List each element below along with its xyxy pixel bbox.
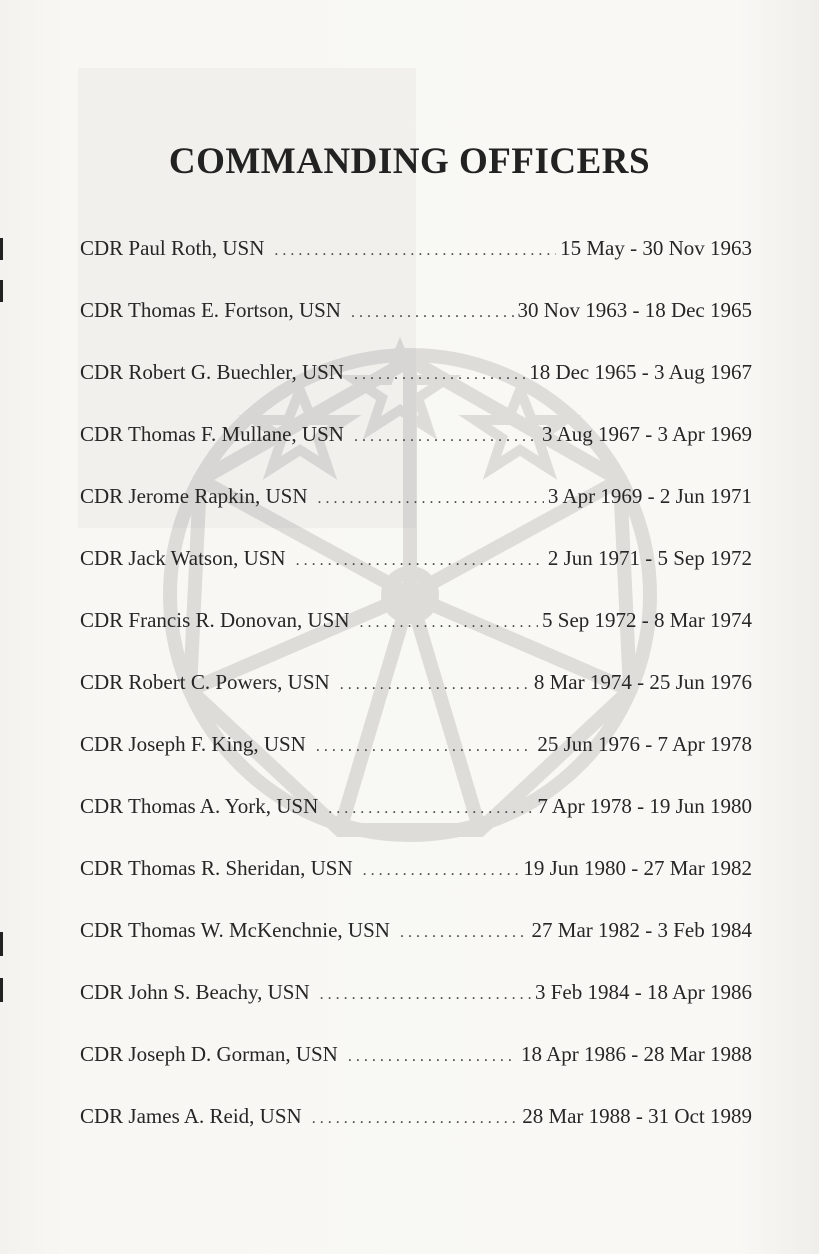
officer-row [80,298,752,360]
officer-name: CDR Thomas F. Mullane, USN [80,422,344,446]
dot-leader [400,918,528,943]
tenure-dates: 27 Mar 1982 - 3 Feb 1984 [531,918,752,942]
dot-leader [351,298,514,323]
officer-name: CDR Joseph D. Gorman, USN [80,1042,338,1066]
officer-row [80,236,752,298]
officer-name: CDR Joseph F. King, USN [80,732,306,756]
tenure-dates: 2 Jun 1971 - 5 Sep 1972 [547,546,752,570]
tenure-dates: 3 Feb 1984 - 18 Apr 1986 [535,980,752,1004]
tenure-dates: 3 Apr 1969 - 2 Jun 1971 [547,484,752,508]
officer-row [80,670,752,732]
officer-name: CDR Francis R. Donovan, USN [80,608,350,632]
officer-row [80,484,752,546]
officer-row [80,360,752,422]
officer-name: CDR Paul Roth, USN [80,236,265,260]
tenure-dates: 8 Mar 1974 - 25 Jun 1976 [533,670,752,694]
dot-leader [320,980,531,1005]
officer-name: CDR James A. Reid, USN [80,1104,302,1128]
officer-row [80,794,752,856]
tenure-dates: 7 Apr 1978 - 19 Jun 1980 [537,794,752,818]
tenure-dates: 25 Jun 1976 - 7 Apr 1978 [537,732,752,756]
binding-mark [0,238,3,260]
officer-row [80,1042,752,1104]
officer-name: CDR Jack Watson, USN [80,546,286,570]
officer-name: CDR Robert G. Buechler, USN [80,360,344,384]
tenure-dates: 30 Nov 1963 - 18 Dec 1965 [517,298,752,322]
officer-list [80,236,752,1166]
officer-name: CDR Thomas E. Fortson, USN [80,298,341,322]
dot-leader [354,360,525,385]
tenure-dates: 19 Jun 1980 - 27 Mar 1982 [523,856,752,880]
binding-mark [0,932,3,956]
dot-leader [316,732,533,757]
officer-name: CDR Thomas R. Sheridan, USN [80,856,353,880]
officer-name: CDR John S. Beachy, USN [80,980,310,1004]
dot-leader [312,1104,519,1129]
officer-row [80,918,752,980]
officer-row [80,546,752,608]
officer-name: CDR Thomas A. York, USN [80,794,319,818]
binding-mark [0,978,3,1002]
officer-row [80,608,752,670]
dot-leader [363,856,520,881]
officer-name: CDR Robert C. Powers, USN [80,670,330,694]
officer-name: CDR Thomas W. McKenchnie, USN [80,918,390,942]
officer-row [80,1104,752,1166]
tenure-dates: 18 Apr 1986 - 28 Mar 1988 [521,1042,752,1066]
dot-leader [318,484,544,509]
tenure-dates: 5 Sep 1972 - 8 Mar 1974 [542,608,752,632]
officer-row [80,422,752,484]
dot-leader [296,546,544,571]
binding-mark [0,280,3,302]
officer-name: CDR Jerome Rapkin, USN [80,484,308,508]
tenure-dates: 3 Aug 1967 - 3 Apr 1969 [542,422,752,446]
dot-leader [274,236,556,261]
officer-row [80,732,752,794]
dot-leader [340,670,530,695]
page-title: COMMANDING OFFICERS [168,141,651,182]
dot-leader [360,608,539,633]
dot-leader [328,794,533,819]
officer-row [80,856,752,918]
tenure-dates: 18 Dec 1965 - 3 Aug 1967 [529,360,752,384]
dot-leader [354,422,538,447]
dot-leader [348,1042,517,1067]
officer-row [80,980,752,1042]
tenure-dates: 28 Mar 1988 - 31 Oct 1989 [522,1104,752,1128]
tenure-dates: 15 May - 30 Nov 1963 [560,236,752,260]
